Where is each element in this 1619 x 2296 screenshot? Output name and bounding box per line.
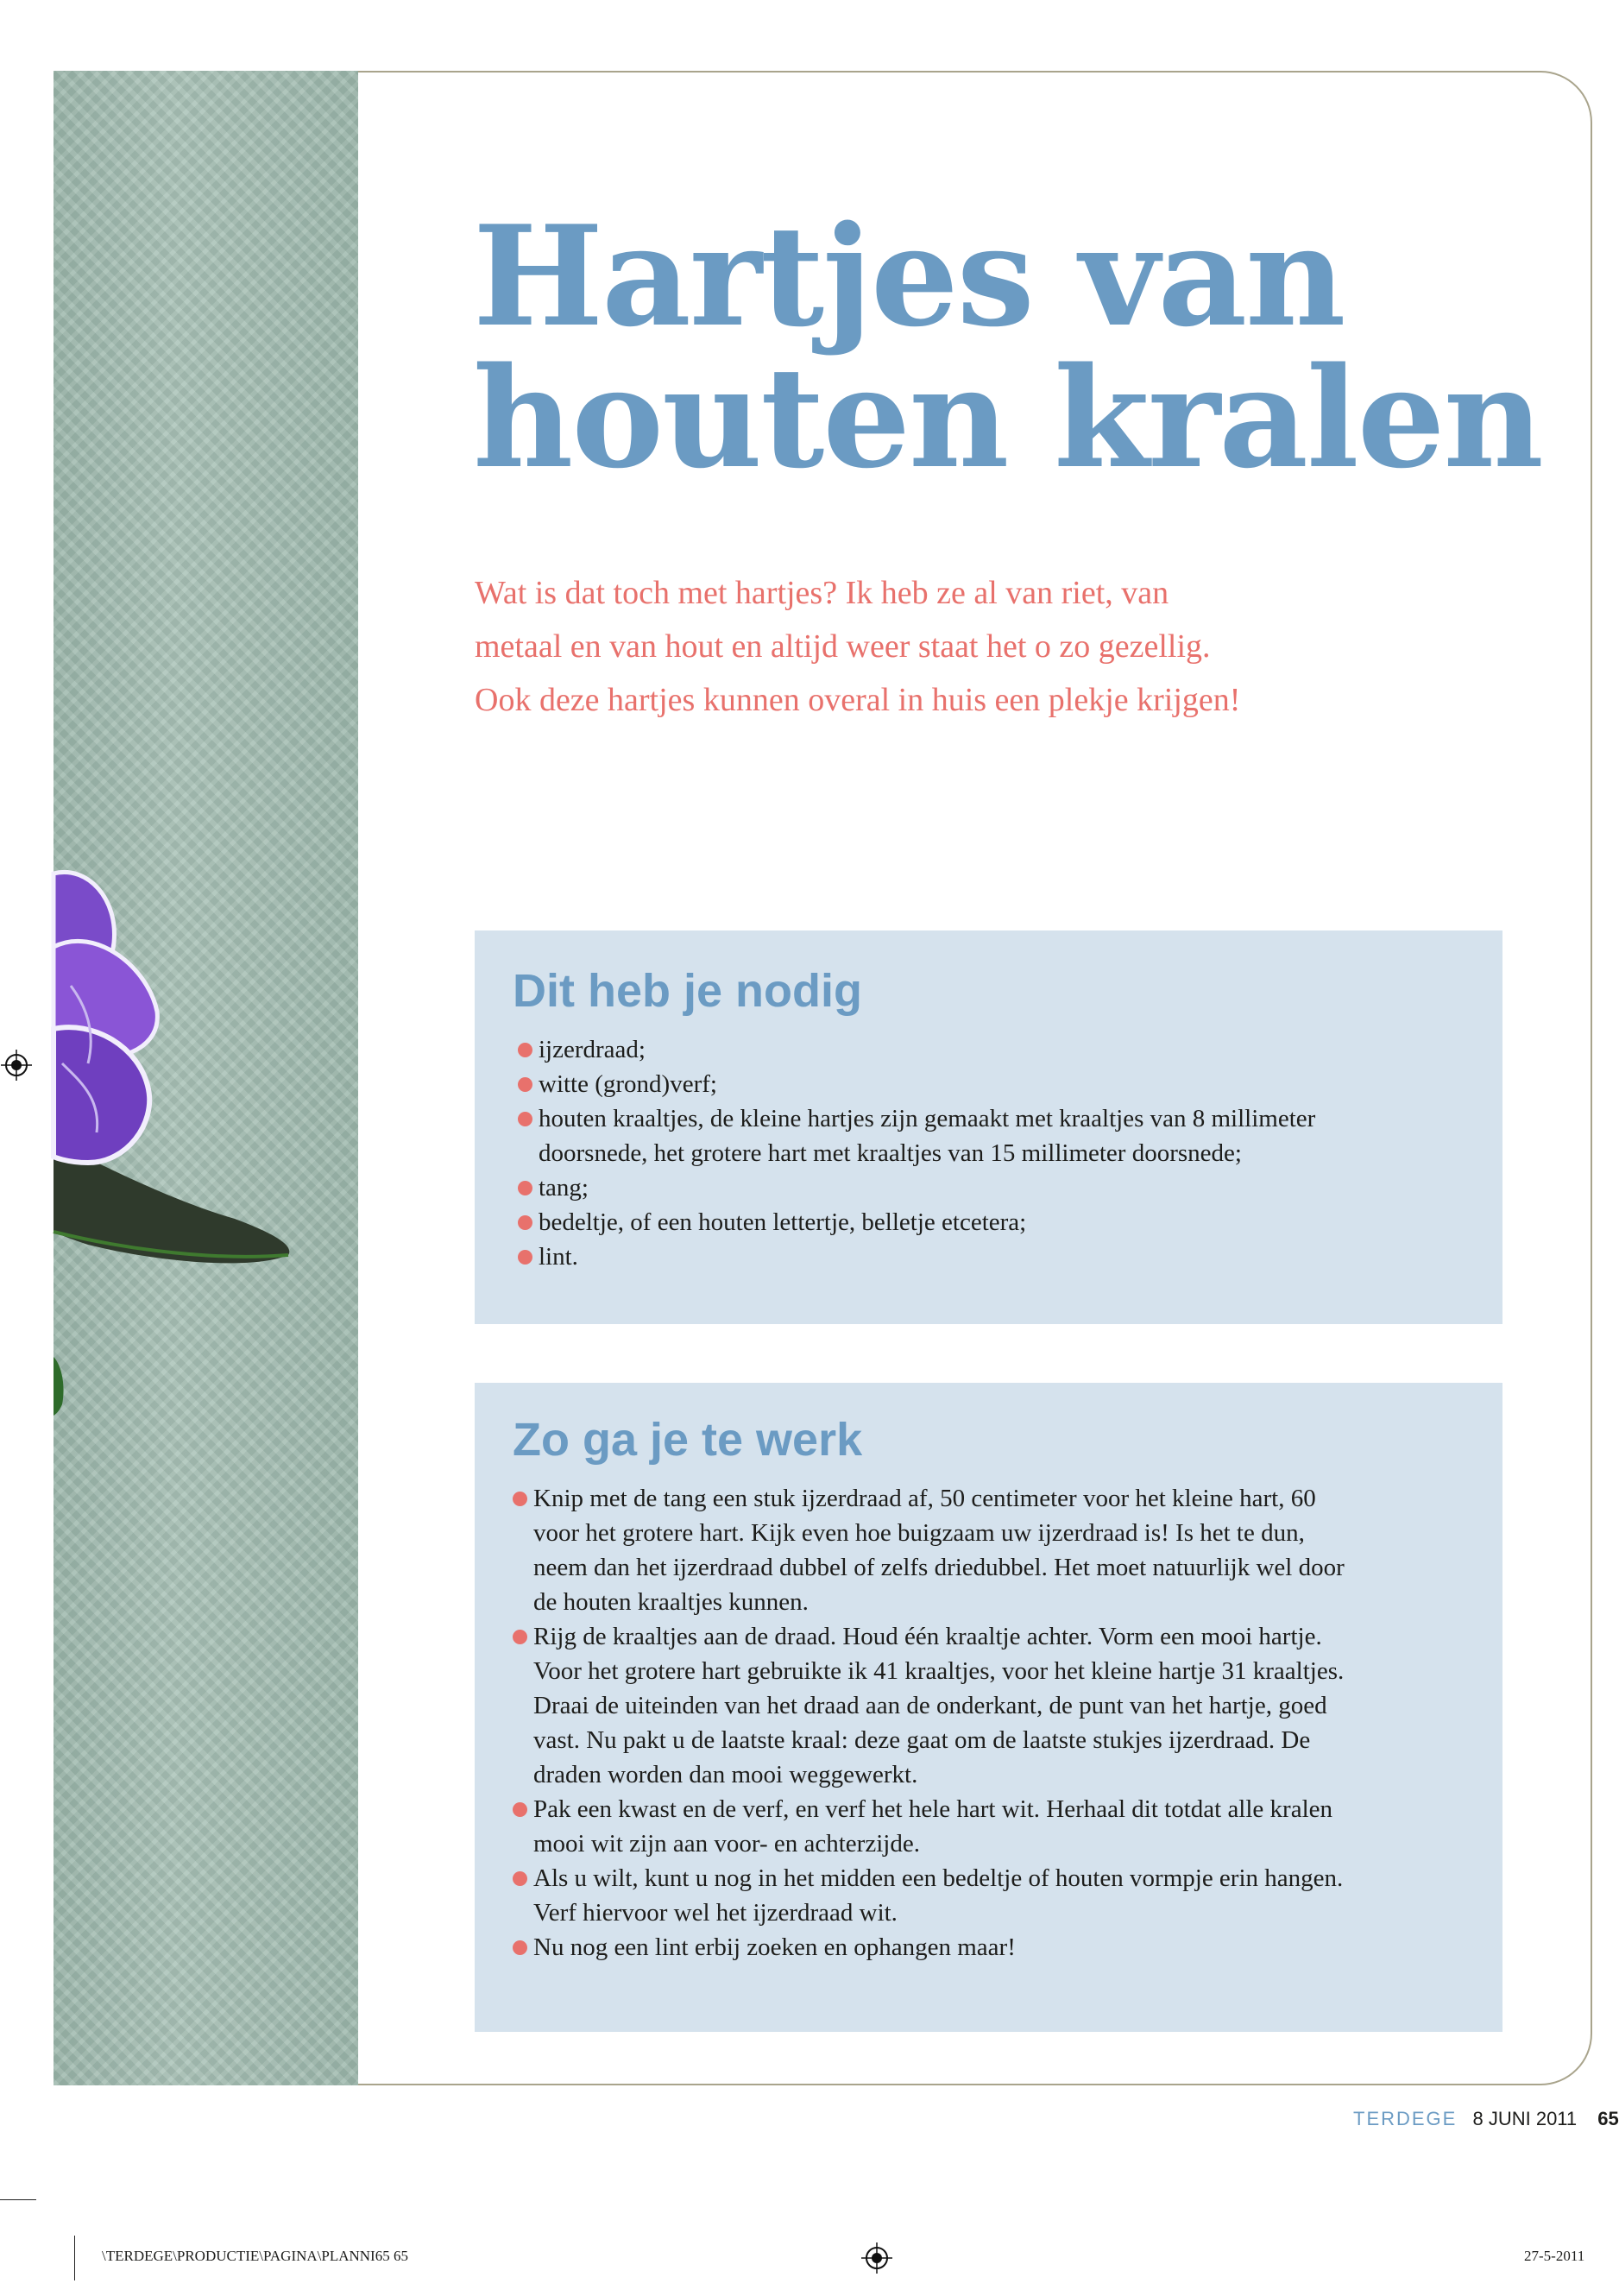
step-item-line: de houten kraaltjes kunnen.	[533, 1588, 809, 1616]
step-item-line: voor het grotere hart. Kijk even hoe buigzaam uw ijzerdraad is! Is het te dun,	[533, 1519, 1305, 1547]
steps-heading: Zo ga je te werk	[513, 1414, 863, 1466]
magazine-name: TERDEGE	[1353, 2108, 1458, 2129]
bullet-dot-icon	[518, 1043, 532, 1057]
step-item-line: Draai de uiteinden van het draad aan de onderkant, de punt van het hartje, goed	[533, 1692, 1327, 1719]
wallpaper-photo	[54, 71, 358, 2085]
step-item-line: vast. Nu pakt u de laatste kraal: deze gaat om de laatste stukjes ijzerdraad. De	[533, 1726, 1311, 1754]
bullet-dot-icon	[513, 1940, 527, 1955]
step-item	[513, 1930, 1468, 1965]
materials-item	[513, 1170, 1468, 1205]
step-item	[513, 1861, 1468, 1930]
step-item	[513, 1792, 1468, 1861]
materials-item-line: ijzerdraad;	[539, 1036, 646, 1063]
registration-mark-icon	[1, 1050, 32, 1081]
step-item-line: Voor het grotere hart gebruikte ik 41 kraaltjes, voor het kleine hartje 31 kraaltjes.	[533, 1657, 1345, 1685]
intro-paragraph	[475, 566, 1424, 727]
materials-item	[513, 1032, 1468, 1067]
materials-item	[513, 1239, 1468, 1274]
step-item-line: neem dan het ijzerdraad dubbel of zelfs driedubbel. Het moet natuurlijk wel door	[533, 1554, 1345, 1581]
materials-item-line: doorsnede, het grotere hart met kraaltjes van 15 millimeter doorsnede;	[539, 1139, 1242, 1167]
materials-item	[513, 1067, 1468, 1101]
bullet-dot-icon	[513, 1871, 527, 1886]
intro-line-1: Wat is dat toch met hartjes? Ik heb ze al van riet, van	[475, 575, 1169, 611]
intro-line-2: metaal en van hout en altijd weer staat het o zo gezellig.	[475, 628, 1211, 665]
step-item-line: Als u wilt, kunt u nog in het midden een bedeltje of houten vormpje erin hangen.	[533, 1864, 1344, 1892]
crop-mark	[0, 2199, 36, 2200]
registration-mark-icon	[861, 2242, 892, 2274]
step-item-line: Rijg de kraaltjes aan de draad. Houd één kraaltje achter. Vorm een mooi hartje.	[533, 1623, 1322, 1650]
step-item-line: Knip met de tang een stuk ijzerdraad af, 50 centimeter voor het kleine hart, 60	[533, 1485, 1316, 1512]
materials-list	[513, 1032, 1468, 1274]
steps-list	[513, 1481, 1468, 1965]
crop-mark	[74, 2236, 75, 2280]
title-line-2: houten kralen	[473, 337, 1542, 499]
page-footer	[1353, 2106, 1619, 2132]
materials-heading: Dit heb je nodig	[513, 965, 862, 1017]
issue-date: 8 JUNI 2011	[1472, 2108, 1578, 2129]
step-item-line: draden worden dan mooi weggewerkt.	[533, 1761, 918, 1788]
page-title	[473, 195, 1542, 499]
slug-file-path: \TERDEGE\PRODUCTIE\PAGINA\PLANNI65 65	[102, 2248, 408, 2264]
materials-item-line: lint.	[539, 1243, 578, 1271]
page-number: 65	[1597, 2108, 1619, 2129]
step-item	[513, 1619, 1468, 1792]
step-item-line: Nu nog een lint erbij zoeken en ophangen maar!	[533, 1933, 1016, 1961]
title-line-1: Hartjes van	[473, 195, 1345, 357]
slug-date: 27-5-2011	[1524, 2248, 1585, 2264]
materials-item-line: witte (grond)verf;	[539, 1070, 717, 1098]
bullet-dot-icon	[518, 1215, 532, 1230]
flower-photo	[54, 71, 358, 2085]
step-item-line: Pak een kwast en de verf, en verf het hele hart wit. Herhaal dit totdat alle kralen	[533, 1795, 1333, 1823]
bullet-dot-icon	[518, 1250, 532, 1265]
bullet-dot-icon	[513, 1630, 527, 1644]
step-item	[513, 1481, 1468, 1619]
intro-line-3: Ook deze hartjes kunnen overal in huis een plekje krijgen!	[475, 682, 1241, 718]
step-item-line: Verf hiervoor wel het ijzerdraad wit.	[533, 1899, 898, 1927]
materials-item-line: bedeltje, of een houten lettertje, belletje etcetera;	[539, 1208, 1027, 1236]
bullet-dot-icon	[518, 1112, 532, 1126]
step-item-line: mooi wit zijn aan voor- en achterzijde.	[533, 1830, 920, 1858]
materials-item-line: houten kraaltjes, de kleine hartjes zijn gemaakt met kraaltjes van 8 millimeter	[539, 1105, 1316, 1132]
bullet-dot-icon	[513, 1802, 527, 1817]
materials-box	[475, 930, 1502, 1324]
materials-item	[513, 1101, 1468, 1170]
bullet-dot-icon	[518, 1181, 532, 1195]
materials-item	[513, 1205, 1468, 1239]
steps-box	[475, 1383, 1502, 2032]
materials-item-line: tang;	[539, 1174, 589, 1202]
bullet-dot-icon	[513, 1492, 527, 1506]
bullet-dot-icon	[518, 1077, 532, 1092]
